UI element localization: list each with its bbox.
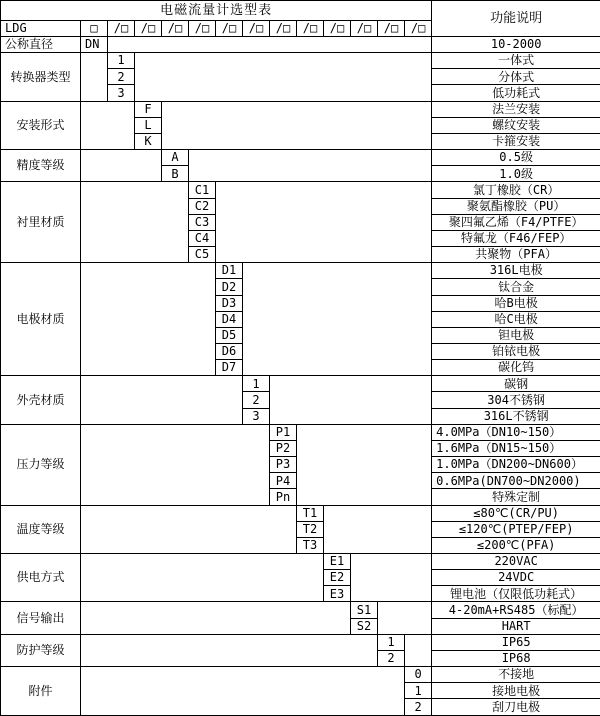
empty-cell — [135, 53, 432, 101]
empty-cell — [378, 602, 432, 634]
code-cell: F — [135, 101, 162, 117]
empty-cell — [81, 602, 351, 634]
code-cell: 2 — [243, 392, 270, 408]
empty-cell — [216, 182, 432, 263]
option-row — [1, 424, 600, 440]
empty-cell — [270, 376, 432, 424]
function-desc: 哈C电极 — [432, 311, 600, 327]
function-desc: 氯丁橡胶（CR） — [432, 182, 600, 198]
function-desc: 刮刀电极 — [432, 699, 600, 716]
code-cell: C2 — [189, 198, 216, 214]
code-cell: P1 — [270, 424, 297, 440]
function-desc: 一体式 — [432, 53, 600, 69]
function-desc: 碳化钨 — [432, 360, 600, 376]
title-row — [1, 1, 600, 21]
empty-cell — [81, 376, 243, 424]
code-cell: E3 — [324, 586, 351, 602]
code-cell: A — [162, 150, 189, 166]
group-label: 信号输出 — [1, 602, 81, 634]
code-cell: P2 — [270, 440, 297, 456]
code-cell: K — [135, 133, 162, 149]
empty-cell — [297, 424, 432, 505]
function-column-header: 功能说明 — [432, 1, 600, 37]
function-desc: ≤80℃(CR/PU) — [432, 505, 600, 521]
code-cell: D6 — [216, 343, 243, 359]
code-cell: Pn — [270, 489, 297, 505]
group-label: 安装形式 — [1, 101, 81, 149]
empty-cell — [324, 505, 432, 553]
code-slot: /□ — [270, 21, 297, 37]
group-label: 公称直径 — [1, 37, 81, 53]
function-desc: 锂电池（仅限低功耗式） — [432, 586, 600, 602]
code-cell: 1 — [243, 376, 270, 392]
code-slot: /□ — [297, 21, 324, 37]
function-desc: 聚四氟乙烯（F4/PTFE） — [432, 214, 600, 230]
code-cell: E2 — [324, 570, 351, 586]
empty-cell — [108, 37, 432, 53]
group-label: 电极材质 — [1, 263, 81, 376]
code-slot: /□ — [162, 21, 189, 37]
function-desc: 4-20mA+RS485（标配） — [432, 602, 600, 618]
code-cell: D7 — [216, 360, 243, 376]
function-desc: 分体式 — [432, 69, 600, 85]
code-cell: 3 — [108, 85, 135, 101]
code-cell: 3 — [243, 408, 270, 424]
function-desc: 共聚物（PFA） — [432, 247, 600, 263]
function-desc: 24VDC — [432, 570, 600, 586]
function-desc: IP68 — [432, 650, 600, 666]
code-slot: /□ — [189, 21, 216, 37]
function-desc: 法兰安装 — [432, 101, 600, 117]
function-desc: ≤200℃(PFA) — [432, 537, 600, 553]
code-cell: 1 — [378, 634, 405, 650]
group-label: 衬里材质 — [1, 182, 81, 263]
group-label: 精度等级 — [1, 150, 81, 182]
function-desc: IP65 — [432, 634, 600, 650]
option-row — [1, 376, 600, 392]
code-slot: /□ — [378, 21, 405, 37]
function-desc: 304不锈钢 — [432, 392, 600, 408]
empty-cell — [243, 263, 432, 376]
code-box: □ — [81, 21, 108, 37]
code-cell: D2 — [216, 279, 243, 295]
empty-cell — [189, 150, 432, 182]
empty-cell — [81, 150, 162, 182]
function-desc: 1.0级 — [432, 166, 600, 182]
function-desc: 316L不锈钢 — [432, 408, 600, 424]
code-cell: B — [162, 166, 189, 182]
code-cell: 0 — [405, 667, 432, 683]
function-desc: 1.6MPa（DN15~150） — [432, 440, 600, 456]
function-desc: 0.5级 — [432, 150, 600, 166]
group-label: 防护等级 — [1, 634, 81, 666]
option-row — [1, 150, 600, 166]
code-cell: P4 — [270, 473, 297, 489]
empty-cell — [81, 634, 378, 666]
empty-cell — [405, 634, 432, 666]
option-row — [1, 602, 600, 618]
code-cell: C3 — [189, 214, 216, 230]
code-cell: T1 — [297, 505, 324, 521]
code-slot: /□ — [405, 21, 432, 37]
code-cell: C5 — [189, 247, 216, 263]
code-slot: /□ — [135, 21, 162, 37]
empty-cell — [81, 101, 135, 149]
code-cell: D1 — [216, 263, 243, 279]
function-desc: 钽电极 — [432, 327, 600, 343]
model-prefix: LDG — [1, 21, 81, 37]
function-desc: 钛合金 — [432, 279, 600, 295]
code-cell: 1 — [108, 53, 135, 69]
code-cell: D5 — [216, 327, 243, 343]
function-desc: 特殊定制 — [432, 489, 600, 505]
function-desc: ≤120℃(PTEP/FEP) — [432, 521, 600, 537]
function-desc: 聚氨酯橡胶（PU） — [432, 198, 600, 214]
group-label: 压力等级 — [1, 424, 81, 505]
empty-cell — [351, 554, 432, 602]
group-label: 附件 — [1, 667, 81, 716]
option-row — [1, 667, 600, 683]
function-desc: 卡箍安装 — [432, 133, 600, 149]
function-desc: 铂铱电极 — [432, 343, 600, 359]
group-label: 外壳材质 — [1, 376, 81, 424]
function-desc: 接地电极 — [432, 683, 600, 699]
group-label: 转换器类型 — [1, 53, 81, 101]
empty-cell — [81, 182, 189, 263]
function-desc: 316L电极 — [432, 263, 600, 279]
code-cell: C4 — [189, 230, 216, 246]
code-slot: /□ — [216, 21, 243, 37]
code-slot: /□ — [243, 21, 270, 37]
function-desc: 4.0MPa（DN10~150） — [432, 424, 600, 440]
empty-cell — [81, 667, 405, 716]
option-row — [1, 554, 600, 570]
option-row — [1, 634, 600, 650]
empty-cell — [162, 101, 432, 149]
option-row — [1, 37, 600, 53]
empty-cell — [81, 53, 108, 101]
empty-cell — [81, 554, 324, 602]
empty-cell — [81, 424, 270, 505]
function-desc: 10-2000 — [432, 37, 600, 53]
code-cell: 2 — [378, 650, 405, 666]
function-desc: 220VAC — [432, 554, 600, 570]
group-label: 温度等级 — [1, 505, 81, 553]
code-cell: E1 — [324, 554, 351, 570]
function-desc: 1.0MPa（DN200~DN600） — [432, 457, 600, 473]
code-cell: D4 — [216, 311, 243, 327]
function-desc: 0.6MPa(DN700~DN2000) — [432, 473, 600, 489]
function-desc: 哈B电极 — [432, 295, 600, 311]
option-row — [1, 263, 600, 279]
function-desc: 特氟龙（F46/FEP） — [432, 230, 600, 246]
code-cell: T3 — [297, 537, 324, 553]
code-cell: 2 — [108, 69, 135, 85]
function-desc: HART — [432, 618, 600, 634]
function-desc: 低功耗式 — [432, 85, 600, 101]
code-cell: P3 — [270, 457, 297, 473]
function-desc: 螺纹安装 — [432, 117, 600, 133]
code-cell: DN — [81, 37, 108, 53]
code-cell: S2 — [351, 618, 378, 634]
option-row — [1, 101, 600, 117]
option-row — [1, 505, 600, 521]
code-cell: C1 — [189, 182, 216, 198]
code-slot: /□ — [324, 21, 351, 37]
code-cell: T2 — [297, 521, 324, 537]
group-label: 供电方式 — [1, 554, 81, 602]
function-desc: 不接地 — [432, 667, 600, 683]
empty-cell — [81, 263, 216, 376]
code-cell: 2 — [405, 699, 432, 716]
option-row — [1, 53, 600, 69]
code-slot: /□ — [108, 21, 135, 37]
code-cell: 1 — [405, 683, 432, 699]
empty-cell — [81, 505, 297, 553]
option-row — [1, 182, 600, 198]
code-cell: D3 — [216, 295, 243, 311]
code-cell: S1 — [351, 602, 378, 618]
table-title: 电磁流量计选型表 — [1, 1, 432, 21]
code-slot: /□ — [351, 21, 378, 37]
code-cell: L — [135, 117, 162, 133]
function-desc: 碳钢 — [432, 376, 600, 392]
